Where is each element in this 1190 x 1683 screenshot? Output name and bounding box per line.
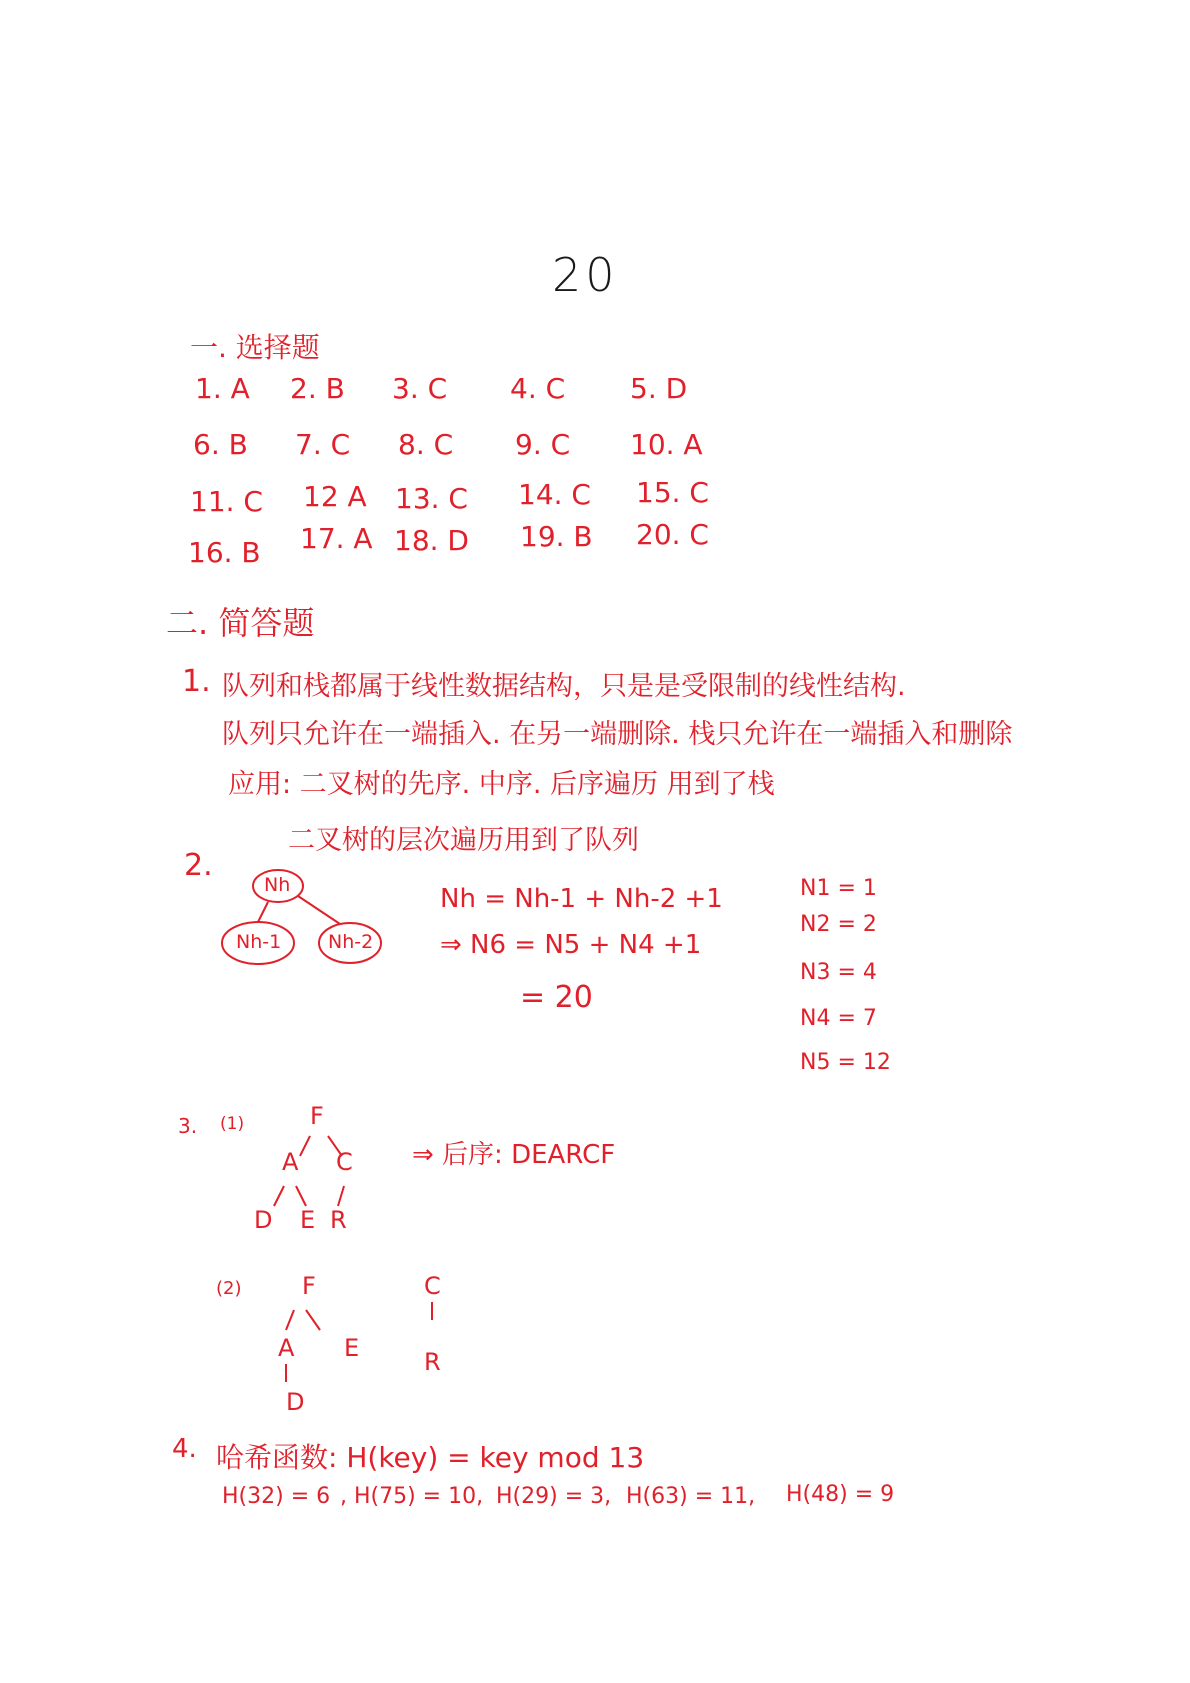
- hash-result: H(63) = 11,: [626, 1484, 756, 1509]
- q1-number: 1.: [182, 664, 211, 699]
- mc-answer: 8. C: [398, 428, 454, 461]
- q4-hash-function: 哈希函数: H(key) = key mod 13: [216, 1441, 645, 1474]
- mc-answer: 17. A: [300, 522, 373, 555]
- tree2-node: A: [278, 1334, 295, 1362]
- n-value: N4 = 7: [800, 1006, 877, 1031]
- tree1-node: C: [336, 1148, 353, 1176]
- q3-part1-label: (1): [220, 1114, 245, 1134]
- mc-answer: 1. A: [195, 372, 250, 405]
- score: 20: [552, 248, 619, 302]
- mc-answer: 10. A: [630, 428, 703, 461]
- hash-result: H(32) = 6: [222, 1484, 331, 1509]
- n-value: N2 = 2: [800, 912, 877, 937]
- q2-formula: = 20: [520, 980, 593, 1015]
- tree2-node: F: [302, 1272, 316, 1300]
- mc-answer: 15. C: [636, 476, 709, 509]
- q1-line: 应用: 二叉树的先序. 中序. 后序遍历 用到了栈: [228, 769, 775, 800]
- tree1-node: D: [254, 1206, 273, 1234]
- q1-line: 二叉树的层次遍历用到了队列: [288, 825, 639, 856]
- mc-answer: 14. C: [518, 478, 591, 511]
- mc-answer: 4. C: [510, 372, 566, 405]
- q3-number: 3.: [178, 1114, 198, 1138]
- tree-node-nh: Nh: [264, 874, 291, 896]
- mc-answer: 7. C: [295, 428, 351, 461]
- tree2-node: D: [286, 1388, 305, 1416]
- q4-number: 4.: [172, 1434, 197, 1464]
- tree3-node: R: [424, 1348, 441, 1376]
- mc-answer: 9. C: [515, 428, 571, 461]
- tree1-node: F: [310, 1102, 324, 1130]
- mc-answer: 19. B: [520, 520, 593, 553]
- mc-answer: 13. C: [395, 482, 468, 515]
- q3-result: ⇒ 后序: DEARCF: [412, 1140, 616, 1170]
- tree-node-nh-1: Nh-1: [236, 931, 282, 953]
- tree-node-nh-2: Nh-2: [328, 931, 374, 953]
- mc-answer: 12 A: [303, 480, 367, 513]
- mc-answer: 2. B: [290, 372, 345, 405]
- mc-answer: 6. B: [193, 428, 248, 461]
- tree1-node: R: [330, 1206, 347, 1234]
- mc-answer: 3. C: [392, 372, 448, 405]
- hash-result: H(29) = 3,: [496, 1484, 612, 1509]
- q2-formula: ⇒ N6 = N5 + N4 +1: [440, 930, 702, 960]
- tree3-node: C: [424, 1272, 441, 1300]
- mc-answer: 5. D: [630, 372, 688, 405]
- section2-heading: 二. 简答题: [166, 604, 315, 642]
- q2-number: 2.: [184, 848, 213, 883]
- q1-line: 队列和栈都属于线性数据结构，只是是受限制的线性结构.: [222, 671, 906, 702]
- hash-result: , H(75) = 10,: [340, 1484, 484, 1509]
- q3-part2-label: (2): [216, 1278, 242, 1299]
- section1-heading: 一. 选择题: [190, 331, 320, 364]
- mc-answer: 18. D: [394, 524, 469, 557]
- n-value: N3 = 4: [800, 960, 877, 985]
- q1-line: 队列只允许在一端插入. 在另一端删除. 栈只允许在一端插入和删除: [222, 719, 1013, 750]
- q2-formula: Nh = Nh-1 + Nh-2 +1: [440, 884, 723, 914]
- tree1-node: E: [300, 1206, 316, 1234]
- mc-answer: 11. C: [190, 485, 263, 518]
- n-value: N5 = 12: [800, 1050, 891, 1075]
- tree1-node: A: [282, 1148, 299, 1176]
- tree2-node: E: [344, 1334, 360, 1362]
- n-value: N1 = 1: [800, 876, 877, 901]
- mc-answer: 20. C: [636, 518, 709, 551]
- hash-result: H(48) = 9: [786, 1482, 895, 1507]
- mc-answer: 16. B: [188, 536, 261, 569]
